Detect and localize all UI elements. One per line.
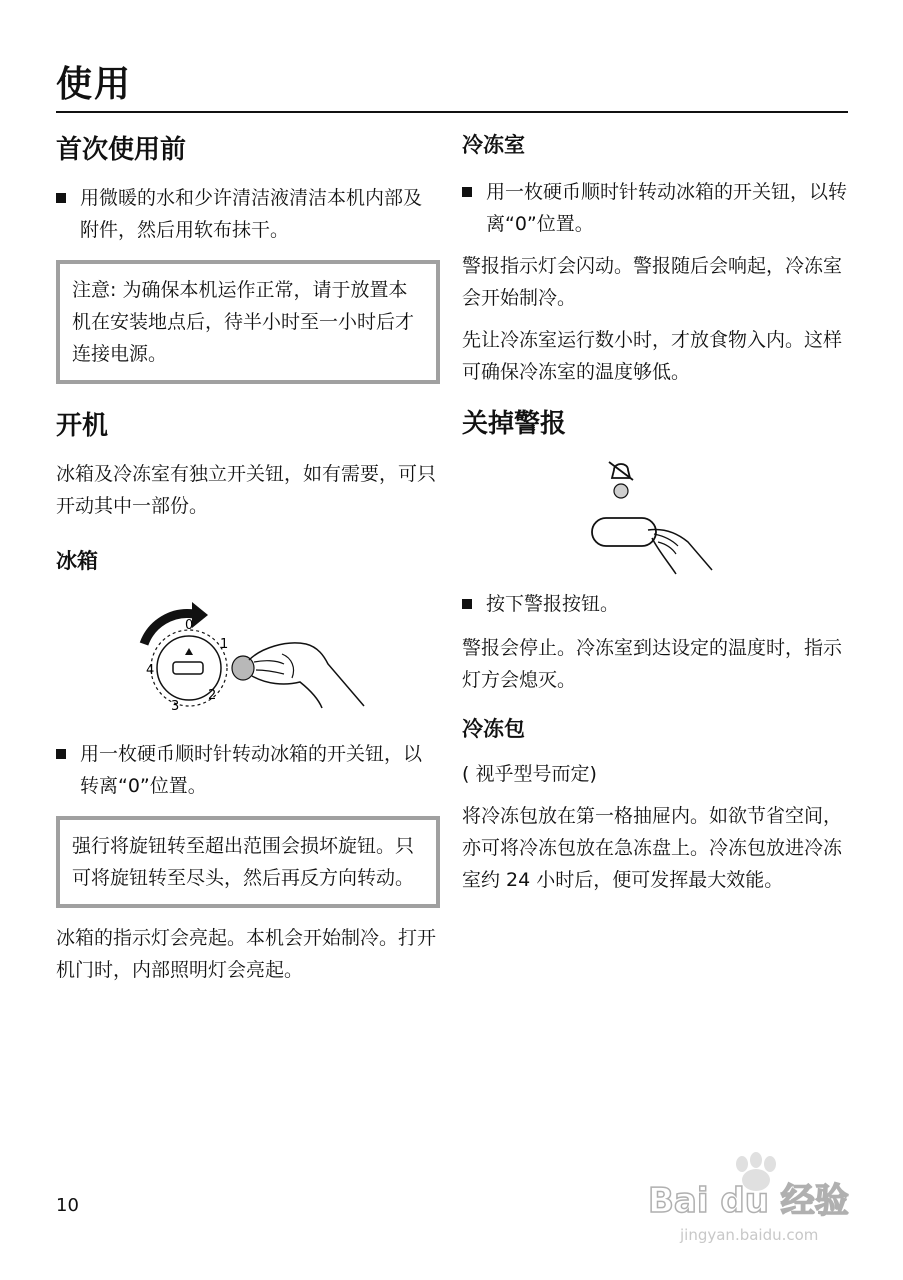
first-use-bullet-text: 用微暖的水和少许清洁液清洁本机内部及附件，然后用软布抹干。 [80, 187, 423, 241]
freezer-bullet-text: 用一枚硬币顺时针转动冰箱的开关钮，以转离“0”位置。 [486, 181, 848, 235]
first-use-heading: 首次使用前 [56, 135, 187, 165]
hand-icon [249, 643, 364, 706]
coin-icon [232, 656, 254, 680]
bullet-square-icon [462, 599, 472, 609]
first-use-note-text: 注意: 为确保本机运作正常，请于放置本机在安装地点后，待半小时至一小时后才连接电源。 [72, 279, 415, 365]
alarm-off-bullet [462, 588, 850, 620]
first-use-bullet [56, 182, 440, 246]
fridge-bullet-text: 用一枚硬币顺时针转动冰箱的开关钮，以转离“0”位置。 [80, 743, 423, 797]
dial-coin-figure [56, 598, 440, 728]
dial-label-1: 1 [220, 637, 229, 652]
fridge-dial-illustration [56, 598, 440, 728]
fridge-bullet [56, 738, 440, 802]
baidu-jingyan-watermark [640, 1150, 850, 1250]
first-use-note-box [56, 260, 440, 384]
bullet-square-icon [56, 749, 66, 759]
hand-icon [648, 530, 712, 571]
alarm-button [592, 518, 656, 546]
dial-label-0: 0 [185, 618, 194, 633]
alarm-off-heading: 关掉警报 [462, 409, 567, 439]
switch-on-heading: 开机 [56, 411, 109, 441]
alarm-off-para: 警报会停止。冷冻室到达设定的温度时，指示灯方会熄灭。 [462, 637, 843, 691]
freezer-para-2: 先让冷冻室运行数小时，才放食物入内。这样可确保冷冻室的温度够低。 [462, 329, 843, 383]
freezer-heading: 冷冻室 [462, 133, 525, 157]
dial-label-2: 2 [208, 688, 217, 703]
title-divider [56, 111, 848, 113]
cold-pack-note: ( 视乎型号而定) [462, 763, 597, 785]
dial-label-3: 3 [171, 699, 180, 714]
page-number: 10 [56, 1195, 79, 1216]
watermark-brand: Bai du 经验 [648, 1181, 849, 1221]
dial-label-4: 4 [146, 663, 155, 678]
bullet-square-icon [56, 193, 66, 203]
bullet-square-icon [462, 187, 472, 197]
fridge-after-text: 冰箱的指示灯会亮起。本机会开始制冷。打开机门时，内部照明灯会亮起。 [56, 927, 437, 981]
alarm-indicator-light [614, 484, 628, 498]
switch-on-intro: 冰箱及冷冻室有独立开关钮，如有需要，可只开动其中一部份。 [56, 463, 437, 517]
alarm-off-bullet-text: 按下警报按钮。 [486, 593, 620, 615]
alarm-figure [462, 452, 850, 582]
fridge-heading: 冰箱 [56, 549, 98, 573]
watermark-url: jingyan.baidu.com [680, 1226, 819, 1244]
freezer-bullet [462, 176, 850, 240]
cold-pack-heading: 冷冻包 [462, 717, 525, 741]
cold-pack-para: 将冷冻包放在第一格抽屉内。如欲节省空间，亦可将冷冻包放在急冻盘上。冷冻包放进冷冻室约 24 小时后，便可发挥最大效能。 [462, 805, 843, 891]
freezer-para-1: 警报指示灯会闪动。警报随后会响起，冷冻室会开始制冷。 [462, 255, 843, 309]
watermark-logo [640, 1150, 850, 1250]
fridge-warning-box [56, 816, 440, 908]
page-title: 使用 [56, 64, 133, 105]
alarm-button-illustration [462, 452, 850, 582]
fridge-warning-text: 强行将旋钮转至超出范围会损坏旋钮。只可将旋钮转至尽头，然后再反方向转动。 [72, 835, 415, 889]
clockwise-arrow-icon [192, 602, 208, 628]
left-column [56, 128, 440, 986]
right-column [462, 128, 850, 896]
